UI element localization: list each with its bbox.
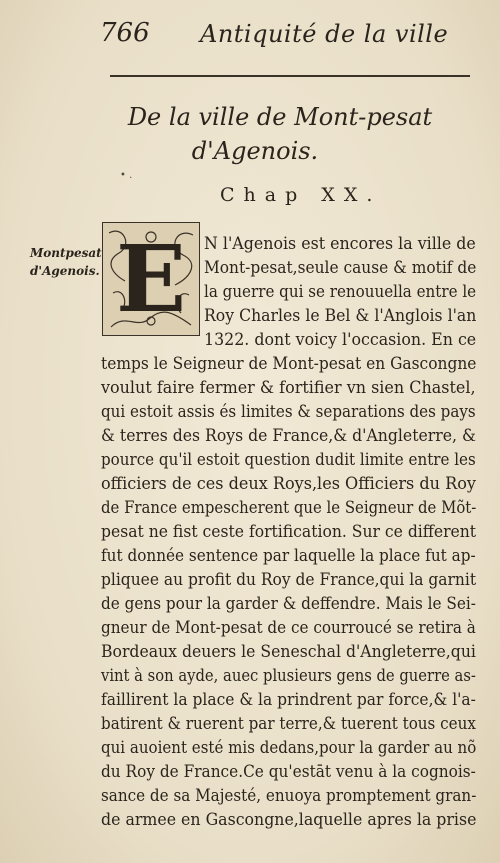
text-line: de armee en Gascongne,laquelle apres la prise	[101, 810, 477, 830]
text-line: gneur de Mont-pesat de ce courroucé se retira à	[101, 618, 476, 638]
margin-note-line-1: Montpesat	[30, 246, 102, 260]
chapter-heading: Chap XX.	[220, 184, 382, 206]
text-line: faillirent la place & la prindrent par force,& l'a-	[101, 690, 476, 710]
text-line: 1322. dont voicy l'occasion. En ce	[204, 330, 477, 350]
section-title-line-1: De la ville de Mont-pesat	[127, 103, 433, 131]
ornament-mark: • .	[120, 170, 133, 181]
text-line: voulut faire fermer & fortifier vn sien Chastel,	[101, 378, 476, 398]
text-line: de gens pour la garder & deffendre. Mais le Sei-	[101, 594, 476, 614]
margin-note	[30, 244, 102, 280]
text-line: de France empescherent que le Seigneur de Mõt-	[101, 498, 477, 518]
header-rule	[110, 75, 470, 77]
text-line: sance de sa Majesté, enuoya promptement gran-	[101, 786, 477, 806]
text-line: du Roy de France.Ce qu'estāt venu à la cognois-	[101, 762, 476, 782]
section-title	[0, 100, 500, 168]
text-line: temps le Seigneur de Mont-pesat en Gascongne	[101, 354, 477, 374]
text-line: Mont-pesat,seule cause & motif de	[204, 258, 477, 278]
text-line: Bordeaux deuers le Seneschal d'Angleterre,qui	[101, 642, 476, 662]
decorated-initial	[102, 222, 200, 336]
text-line: & terres des Roys de France,& d'Angleterre, &	[101, 426, 476, 446]
text-line: vint à son ayde, auec plusieurs gens de guerre as-	[101, 666, 476, 686]
text-line: pource qu'il estoit question dudit limite entre les	[101, 450, 476, 470]
text-line: N l'Agenois est encores la ville de	[204, 234, 476, 254]
page-header	[100, 18, 480, 58]
dropcap-letter: E	[115, 225, 187, 333]
text-line: qui auoient esté mis dedans,pour la garder au nõ	[101, 738, 477, 758]
text-line: fut donnée sentence par laquelle la place fut ap-	[101, 546, 476, 566]
text-line: pesat ne fist ceste fortification. Sur ce different	[101, 522, 477, 542]
text-line: pliquee au profit du Roy de France,qui la garnit	[101, 570, 477, 590]
text-line: batirent & ruerent par terre,& tuerent tous ceux	[101, 714, 476, 734]
margin-note-line-2: d'Agenois.	[30, 264, 100, 278]
text-line: officiers de ces deux Roys,les Officiers du Roy	[101, 474, 476, 494]
section-title-line-2: d'Agenois.	[191, 137, 319, 165]
text-line: qui estoit assis és limites & separations des pays	[101, 402, 476, 422]
text-line: Roy Charles le Bel & l'Anglois l'an	[204, 306, 477, 326]
running-head: Antiquité de la ville	[200, 20, 449, 48]
text-line: la guerre qui se renouuella entre le	[204, 282, 477, 302]
page-number: 766	[100, 18, 150, 48]
